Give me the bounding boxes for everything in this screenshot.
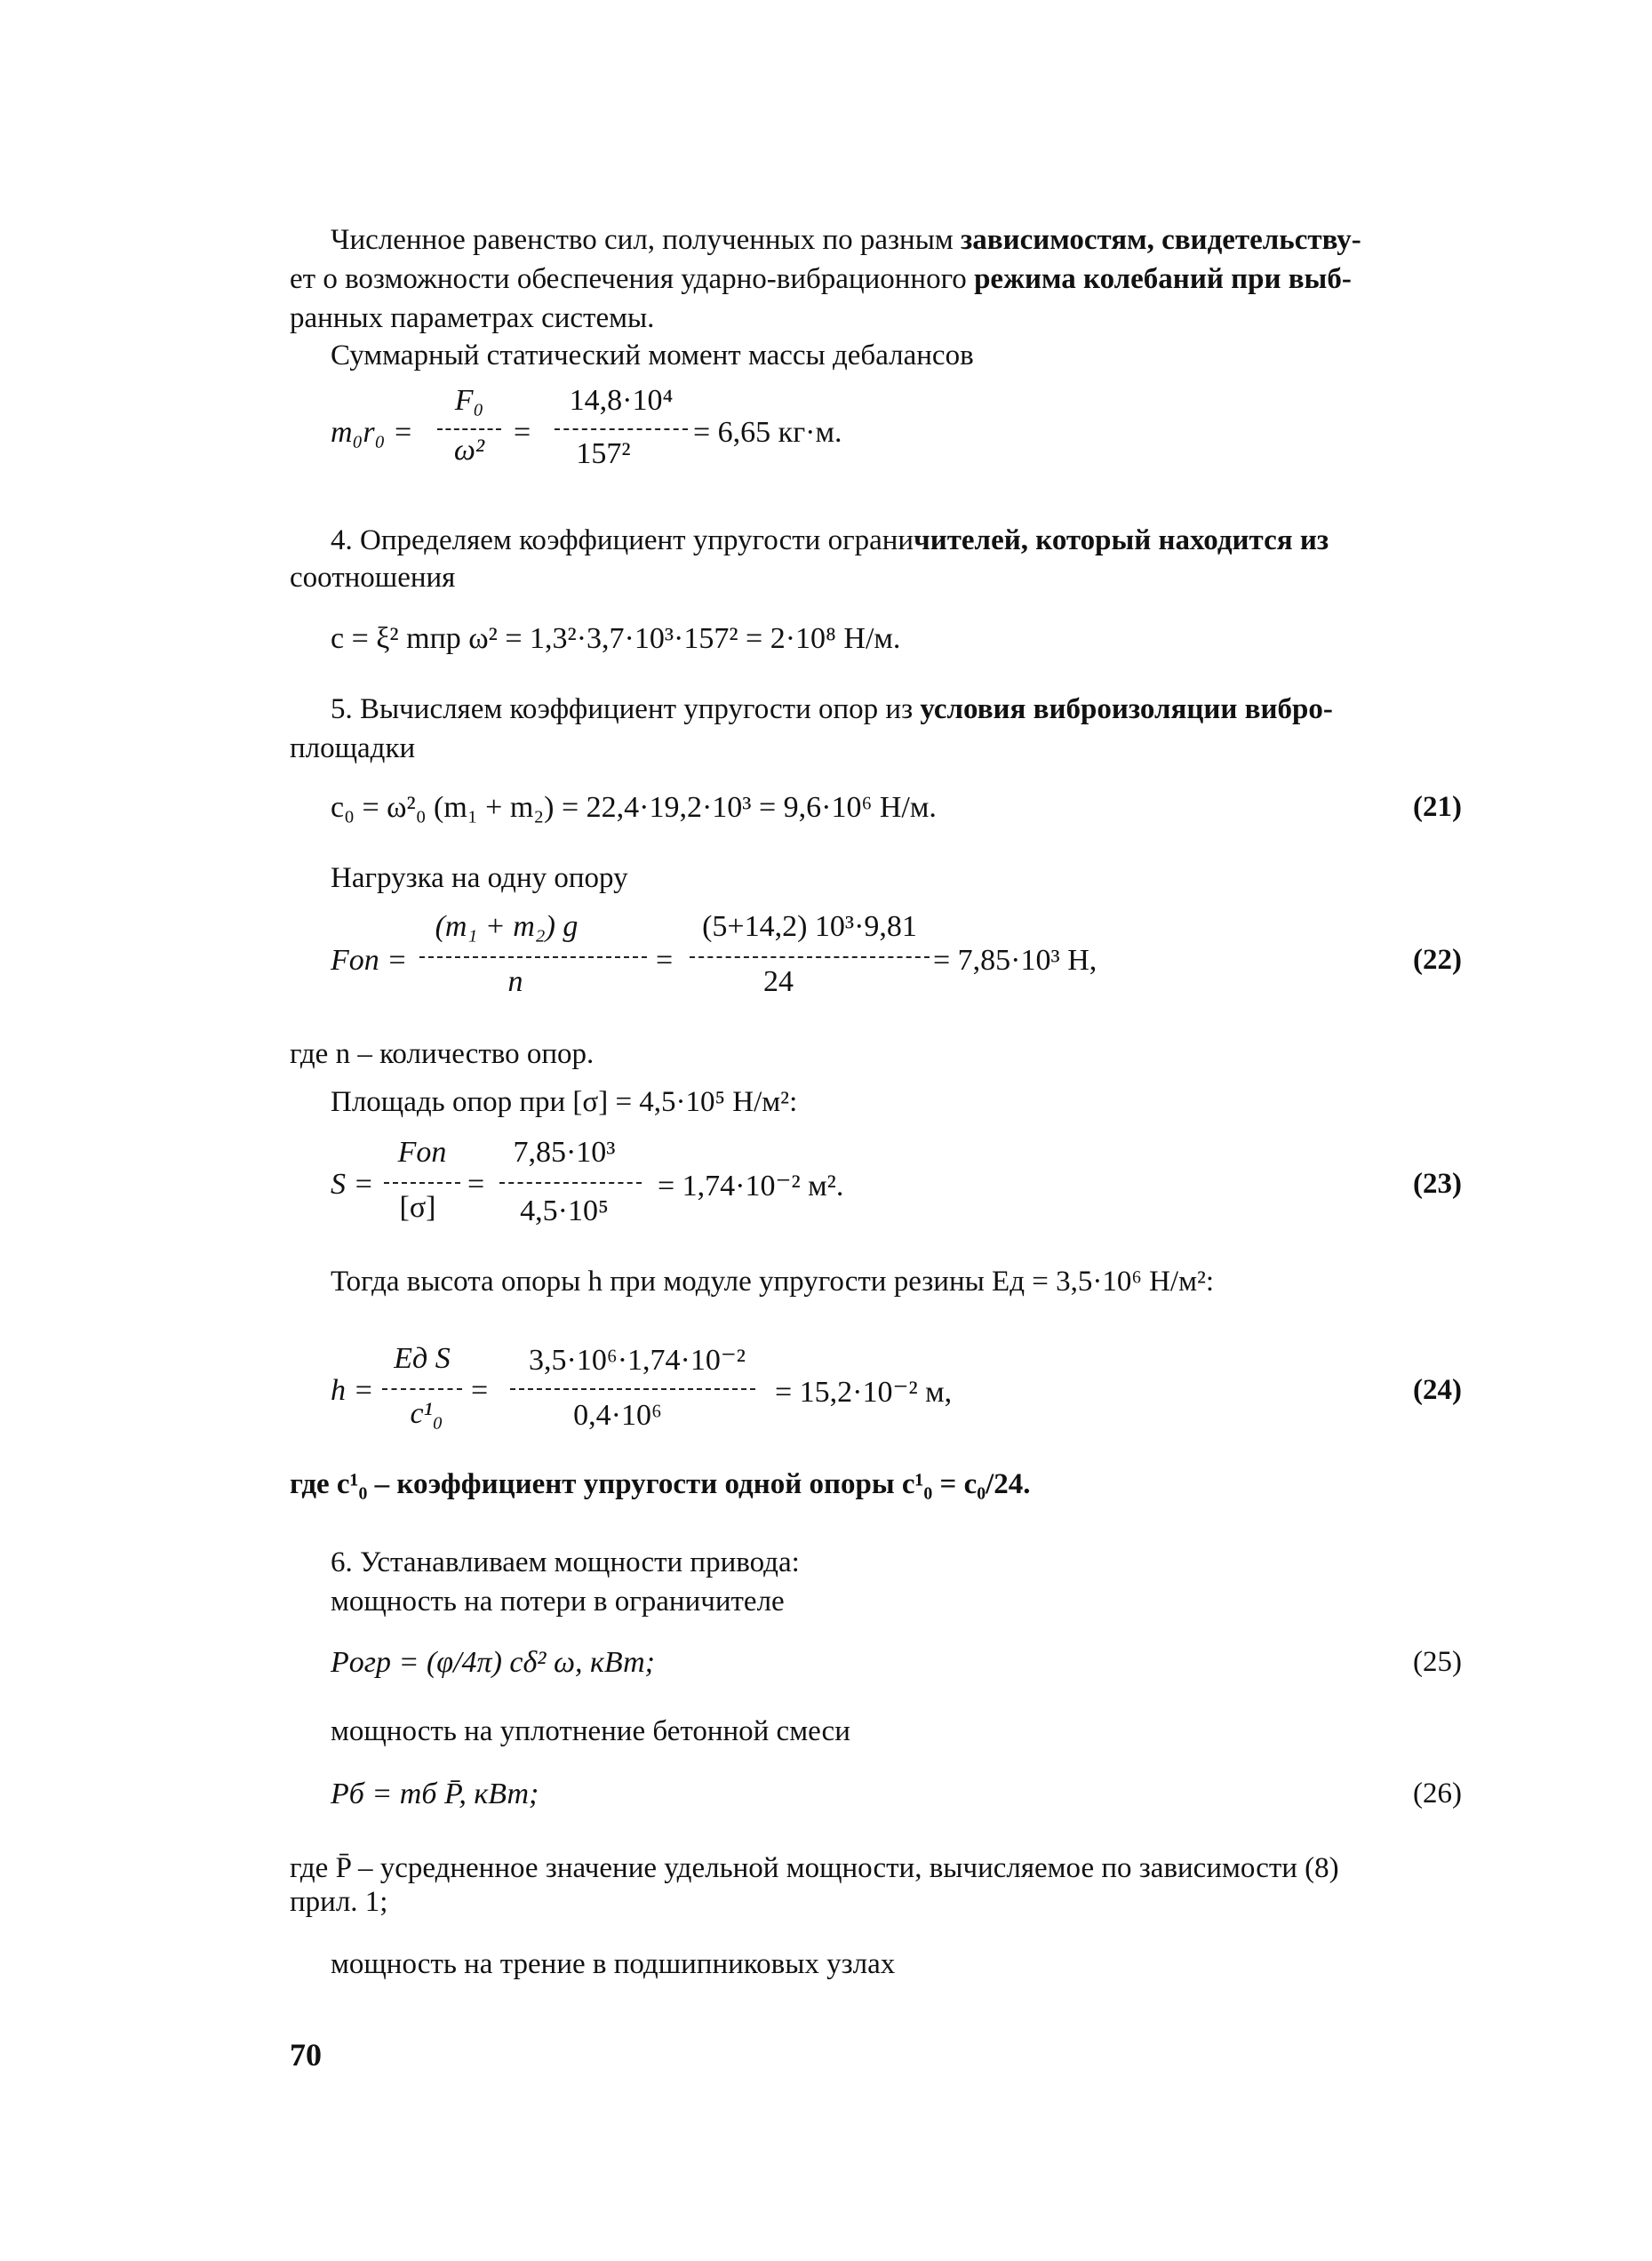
paragraph-5-line-2: площадки	[290, 732, 416, 764]
load-per-support-label: Нагрузка на одну опору	[331, 862, 628, 894]
concrete-power-label: мощность на уплотнение бетонной смеси	[331, 1715, 850, 1747]
paragraph-1-line-2: ет о возможности обеспечения ударно-вибрационного режима колебаний при выб-	[290, 263, 1352, 295]
height-label: Тогда высота опоры h при модуле упругости резины Eд = 3,5·10⁶ Н/м²:	[331, 1266, 1215, 1298]
paragraph-4-line-2: соотношения	[290, 562, 456, 594]
equation-25: Pогр = (φ/4π) cδ² ω, кВт;	[331, 1646, 655, 1679]
equation-26-number: (26)	[1413, 1778, 1462, 1810]
section-6-subheading: мощность на потери в ограничителе	[331, 1586, 785, 1618]
paragraph-1-line-3: ранных параметрах системы.	[290, 302, 655, 334]
equation-25-number: (25)	[1413, 1646, 1462, 1678]
paragraph-4-line-1: 4. Определяем коэффициент упругости ограничителей, который находится из	[331, 524, 1329, 556]
friction-power-label: мощность на трение в подшипниковых узлах	[331, 1948, 896, 1980]
equation-23-number: (23)	[1413, 1168, 1462, 1200]
where-n-note: где n – количество опор.	[290, 1038, 595, 1070]
where-p-note-line-1: где P̄ – усредненное значение удельной мощности, вычисляемое по зависимости (8)	[290, 1852, 1339, 1884]
paragraph-1-line-1: Численное равенство сил, полученных по разным зависимостям, свидетельству-	[331, 224, 1361, 256]
equation-limiter-stiffness: c = ξ² mпр ω² = 1,3²·3,7·10³·157² = 2·10⁸ Н/м.	[331, 622, 901, 655]
paragraph-2: Суммарный статический момент массы дебалансов	[331, 340, 974, 372]
equation-24-number: (24)	[1413, 1374, 1462, 1406]
where-c-note: где c¹₀ – коэффициент упругости одной опоры c¹₀ = c₀/24.	[290, 1468, 1031, 1500]
equation-21-number: (21)	[1413, 791, 1462, 823]
section-6-heading: 6. Устанавливаем мощности привода:	[331, 1546, 800, 1578]
page-number: 70	[290, 2037, 322, 2073]
document-page: Численное равенство сил, полученных по разным зависимостям, свидетельству- ет о возможности обеспечения ударно-вибрационного режима колебаний при выб- ранных параметрах системы. Суммарный статический момент массы дебалансов m₀r₀ = F₀ ω² = 14,8·10⁴ 157² = 6,65 кг·м. 4. Определяем коэффициент упругости ограничителей, который находится из соотношения c = ξ² mпр ω² = 1,3²·3,7·10³·157² = 2·10⁸ Н/м. 5. Вычисляем коэффициент упругости опор из условия виброизоляции вибро- площадки c₀ = ω²₀ (m₁ + m₂) = 22,4·19,2·10³ = 9,6·10⁶ Н/м. (21) Нагрузка на одну опору Fоп = (m₁ + m₂) g n = (5+14,2) 10³·9,81 24 = 7,85·10³ Н, (22) где n – количество опор. Площадь опор при [σ] = 4,5·10⁵ Н/м²: S = Fоп [σ] = 7,85·10³ 4,5·10⁵ = 1,74·10⁻² м². (23) Тогда высота опоры h при модуле упругости резины Eд = 3,5·10⁶ Н/м²: h = Eд S c¹₀ = 3,5·10⁶·1,74·10⁻² 0,4·10⁶ = 15,2·10⁻² м, (24) где c¹₀ – коэффициент упругости одной опоры c¹₀ = c₀/24. 6. Устанавливаем мощности привода: мощность на потери в ограничителе Pогр = (φ/4π) cδ² ω, кВт; (25) мощность на уплотнение бетонной смеси Pб = mб P̄, кВт; (26) где P̄ – усредненное значение удельной мощности, вычисляемое по зависимости (8) прил. 1; мощность на трение в подшипниковых узлах 70	[0, 0, 1652, 2261]
area-label: Площадь опор при [σ] = 4,5·10⁵ Н/м²:	[331, 1086, 798, 1118]
equation-22-number: (22)	[1413, 944, 1462, 976]
equation-26: Pб = mб P̄, кВт;	[331, 1778, 539, 1810]
paragraph-5-line-1: 5. Вычисляем коэффициент упругости опор из условия виброизоляции вибро-	[331, 693, 1333, 725]
where-p-note-line-2: прил. 1;	[290, 1886, 388, 1918]
equation-21: c₀ = ω²₀ (m₁ + m₂) = 22,4·19,2·10³ = 9,6·10⁶ Н/м.	[331, 791, 937, 824]
